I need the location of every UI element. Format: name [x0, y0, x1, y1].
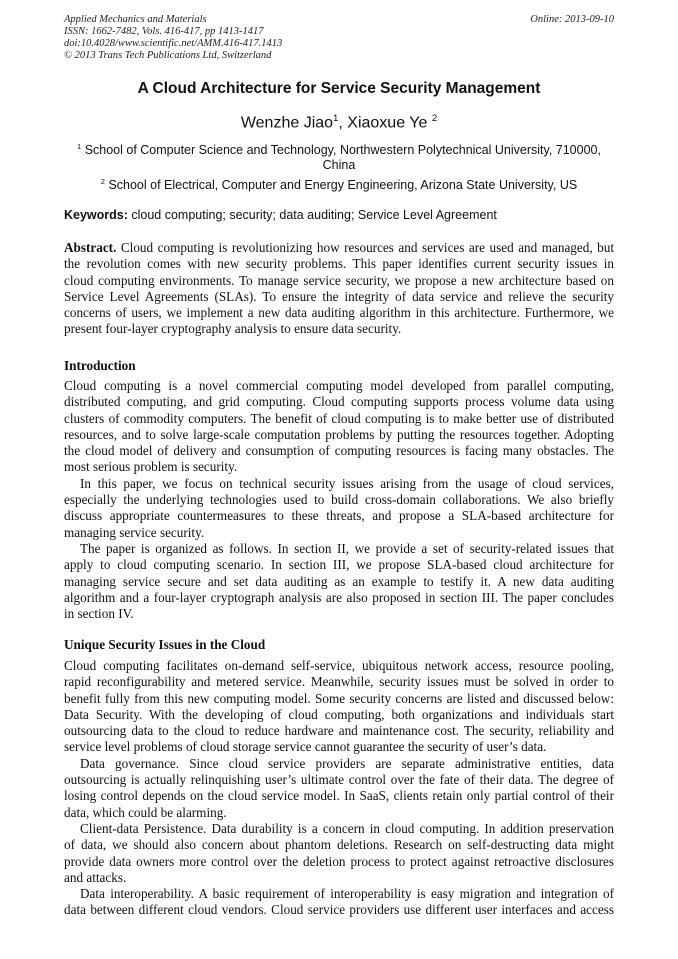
- text-line: service level problems of cloud storage service cannot guarantee the security of user’s data.: [64, 739, 547, 755]
- text-line: Cloud computing facilitates on-demand self-service, ubiquitous network access, resource pooling,: [64, 658, 614, 673]
- introduction-body: [64, 378, 614, 622]
- author-2: , Xiaoxue Ye: [338, 114, 432, 132]
- abstract-label: Abstract.: [64, 240, 117, 255]
- aff-sup: 1: [77, 142, 82, 151]
- section-heading-unique-security: Unique Security Issues in the Cloud: [64, 637, 266, 652]
- journal-name: Applied Mechanics and Materials: [64, 14, 207, 25]
- text-line: concerns of users, we implement a new data auditing algorithm in this architecture. Furthermore, we: [64, 305, 614, 321]
- text-line: provide data owners more control over the deletion process to protect against retroactive disclosures: [64, 853, 614, 869]
- text-line: resources, and to solve large-scale computation problems by putting the resources together. Adopting: [64, 426, 614, 442]
- section-heading-introduction: Introduction: [64, 358, 136, 373]
- aff-text: China: [322, 158, 356, 173]
- text-line: data between different cloud vendors. Cloud service providers use different user interfaces and access: [64, 902, 614, 918]
- affiliation-1: [40, 139, 638, 173]
- text-line: Data interoperability. A basic requirement of interoperability is easy migration and integration of: [80, 886, 614, 902]
- text-line: outsourcing is actually relinquishing user’s ultimate control over the fate of their data. The degree of: [64, 772, 614, 788]
- aff-text: School of Computer Science and Technology, Northwestern Polytechnical University, 710000,: [81, 143, 601, 158]
- text-line: rapid reconfigurability and metered service. Meanwhile, security issues must be solved in order to: [64, 674, 614, 690]
- text-line: the cloud model of delivery and consumption of computing resources is facing many obstacles. The: [64, 443, 614, 459]
- text-line: managing service security.: [64, 524, 205, 540]
- text-line: Cloud computing is revolutionizing how resources and services are used and managed, but: [116, 240, 614, 255]
- copyright: © 2013 Trans Tech Publications Ltd, Switzerland: [64, 50, 272, 61]
- text-line: Service Level Agreements (SLAs). To ensure the integrity of data service and relieve the security: [64, 288, 614, 304]
- online-date: Online: 2013-09-10: [530, 14, 614, 25]
- text-line: clusters of commodity computers. The benefit of cloud computing is to make better use of distributed: [64, 410, 614, 426]
- text-line: algorithm and a four-layer cryptograph analysis are also proposed in section III. The paper concludes: [64, 589, 614, 605]
- keywords-text: cloud computing; security; data auditing; Service Level Agreement: [127, 208, 497, 222]
- text-line: and attacks.: [64, 869, 127, 885]
- text-line: especially the underlying technologies used to build cross-domain collaborations. We also briefly: [64, 492, 614, 508]
- paper-title: A Cloud Architecture for Service Security Management: [137, 80, 541, 97]
- authors: [40, 113, 638, 132]
- author-1-sup: 1: [333, 113, 339, 124]
- affiliation-2: [40, 174, 638, 193]
- text-line: most serious problem is security.: [64, 459, 238, 475]
- text-line: Client-data Persistence. Data durability is a concern in cloud computing. In addition preservation: [80, 820, 614, 836]
- text-line: the revolution comes with new security problems. This paper identifies current security issues in: [64, 256, 614, 272]
- text-line: cloud computing environments. To manage service security, we propose a new architecture based on: [64, 272, 614, 288]
- text-line: benefit fully from this new computing model. Some security concerns are listed and discussed below:: [64, 690, 614, 706]
- abstract: [64, 240, 614, 338]
- unique-security-body: [64, 658, 614, 919]
- text-line: data, which could be alarming.: [64, 804, 227, 820]
- text-line: outsourcing data to the cloud to reduce hardware and maintenance cost. The security, reliability and: [64, 723, 614, 739]
- aff-sup: 2: [100, 177, 105, 186]
- text-line: in section IV.: [64, 606, 134, 622]
- author-2-sup: 2: [431, 113, 438, 124]
- text-line: distributed computing, and grid computing. Cloud computing supports process volume data using: [64, 394, 614, 410]
- keywords-label: Keywords:: [64, 208, 128, 222]
- text-line: Data Security. With the developing of cloud computing, both organizations and individuals start: [64, 706, 614, 722]
- aff-text: School of Electrical, Computer and Energy Engineering, Arizona State University, US: [104, 178, 578, 193]
- text-line: In this paper, we focus on technical security issues arising from the usage of cloud services,: [80, 475, 614, 491]
- journal-header: [64, 14, 282, 62]
- text-line: Data governance. Since cloud service providers are separate administrative entities, data: [80, 755, 614, 771]
- keywords: [64, 208, 497, 222]
- doi[interactable]: doi:10.4028/www.scientific.net/AMM.416-417.1413: [64, 38, 283, 49]
- text-line: The paper is organized as follows. In section II, we provide a set of security-related issues that: [80, 540, 614, 556]
- text-line: losing control depends on the cloud service model. In SaaS, clients retain only partial control of their: [64, 788, 614, 804]
- text-line: managing service secure and set data auditing as an example to testify it. A new data auditing: [64, 573, 614, 589]
- author-1: Wenzhe Jiao: [240, 114, 334, 132]
- text-line: of data, we should also concern about phantom deletions. Research on self-destructing data might: [64, 837, 614, 853]
- text-line: Cloud computing is a novel commercial computing model developed from parallel computing,: [64, 378, 614, 393]
- issn: ISSN: 1662-7482, Vols. 416-417, pp 1413-1417: [64, 26, 264, 37]
- text-line: discuss appropriate countermeasures to these threats, and propose a SLA-based architecture for: [64, 508, 614, 524]
- text-line: present four-layer cryptography analysis to ensure data security.: [64, 321, 402, 337]
- text-line: apply to cloud computing scenario. In section III, we propose SLA-based cloud architecture for: [64, 557, 614, 573]
